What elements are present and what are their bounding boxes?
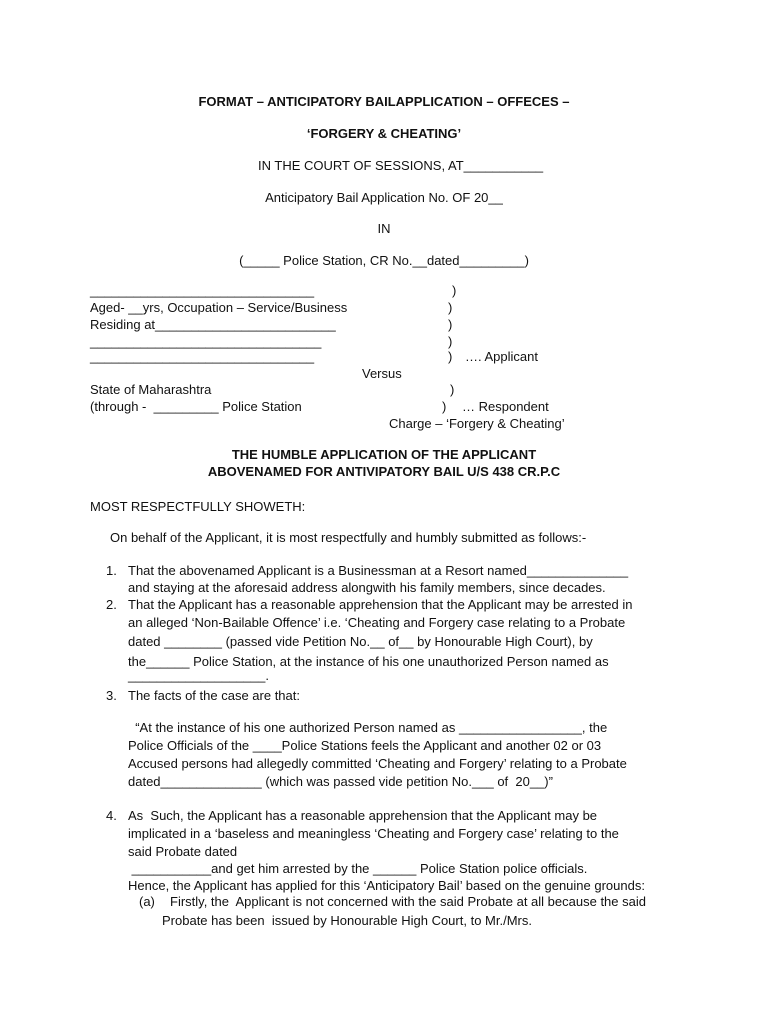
charge-line: Charge – ‘Forgery & Cheating’ <box>389 416 565 431</box>
bracket: ) <box>442 399 447 414</box>
sub-list-label: (a) <box>139 894 155 909</box>
list-number: 3. <box>106 688 117 703</box>
intro-paragraph: On behalf of the Applicant, it is most respectfully and humbly submitted as follows:- <box>110 530 587 545</box>
quote-line: Police Officials of the ____Police Stations feels the Applicant and another 02 or 03 <box>128 738 602 753</box>
bracket: ) <box>448 349 453 364</box>
bracket: ) <box>450 382 455 397</box>
list-line: That the abovenamed Applicant is a Businessman at a Resort named______________ <box>128 563 629 578</box>
applicant-name-blank: _______________________________ <box>90 283 315 298</box>
document-title-line-1: FORMAT – ANTICIPATORY BAILAPPLICATION – OFFECES – <box>198 94 570 109</box>
application-heading-line-2: ABOVENAMED FOR ANTIVIPATORY BAIL U/S 438 CR.P.C <box>207 464 561 479</box>
list-line: said Probate dated <box>128 844 238 859</box>
bracket: ) <box>448 334 453 349</box>
quote-line: Accused persons had allegedly committed ‘Cheating and Forgery’ relating to a Probate <box>128 756 627 771</box>
list-number: 1. <box>106 563 117 578</box>
versus-label: Versus <box>362 366 402 381</box>
applicant-address-blank-2: _______________________________ <box>90 349 315 364</box>
applicant-age-occupation: Aged- __yrs, Occupation – Service/Business <box>90 300 348 315</box>
list-line: ___________and get him arrested by the ______ Police Station police officials. <box>128 861 588 876</box>
in-word: IN <box>377 221 391 236</box>
list-line: and staying at the aforesaid address alongwith his family members, since decades. <box>128 580 606 595</box>
sub-list-line: Probate has been issued by Honourable High Court, to Mr./Mrs. <box>162 913 532 928</box>
document-title-line-2: ‘FORGERY & CHEATING’ <box>306 126 462 141</box>
list-line: the______ Police Station, at the instance of his one unauthorized Person named as <box>128 654 609 669</box>
quote-line: dated______________ (which was passed vide petition No.___ of 20__)” <box>128 774 553 789</box>
list-line: implicated in a ‘baseless and meaningless ‘Cheating and Forgery case’ relating to the <box>128 826 619 841</box>
list-number: 2. <box>106 597 117 612</box>
list-line: Hence, the Applicant has applied for this ‘Anticipatory Bail’ based on the genuine grounds: <box>128 878 645 893</box>
application-heading-line-1: THE HUMBLE APPLICATION OF THE APPLICANT <box>231 447 537 462</box>
list-line: dated ________ (passed vide Petition No.__ of__ by Honourable High Court), by <box>128 634 593 649</box>
police-station-line: (_____ Police Station, CR No.__dated_________) <box>239 253 529 268</box>
respondent-through: (through - _________ Police Station <box>90 399 302 414</box>
court-line: IN THE COURT OF SESSIONS, AT___________ <box>258 158 544 173</box>
list-number: 4. <box>106 808 117 823</box>
applicant-label: …. Applicant <box>465 349 538 364</box>
bracket: ) <box>448 317 453 332</box>
applicant-address-blank-1: ________________________________ <box>90 334 322 349</box>
list-line: The facts of the case are that: <box>128 688 300 703</box>
list-line: As Such, the Applicant has a reasonable apprehension that the Applicant may be <box>128 808 598 823</box>
list-line: ___________________. <box>128 668 269 683</box>
application-number: Anticipatory Bail Application No. OF 20__ <box>265 190 503 205</box>
sub-list-line: Firstly, the Applicant is not concerned with the said Probate at all because the said <box>170 894 646 909</box>
list-line: That the Applicant has a reasonable apprehension that the Applicant may be arrested in <box>128 597 633 612</box>
applicant-residence: Residing at_________________________ <box>90 317 336 332</box>
list-line: an alleged ‘Non-Bailable Offence’ i.e. ‘Cheating and Forgery case relating to a Probate <box>128 615 626 630</box>
respondent-name: State of Maharashtra <box>90 382 212 397</box>
bracket: ) <box>452 283 457 298</box>
respondent-label: … Respondent <box>462 399 549 414</box>
quote-line: “At the instance of his one authorized Person named as _________________, the <box>128 720 608 735</box>
bracket: ) <box>448 300 453 315</box>
showeth-line: MOST RESPECTFULLY SHOWETH: <box>90 499 306 514</box>
